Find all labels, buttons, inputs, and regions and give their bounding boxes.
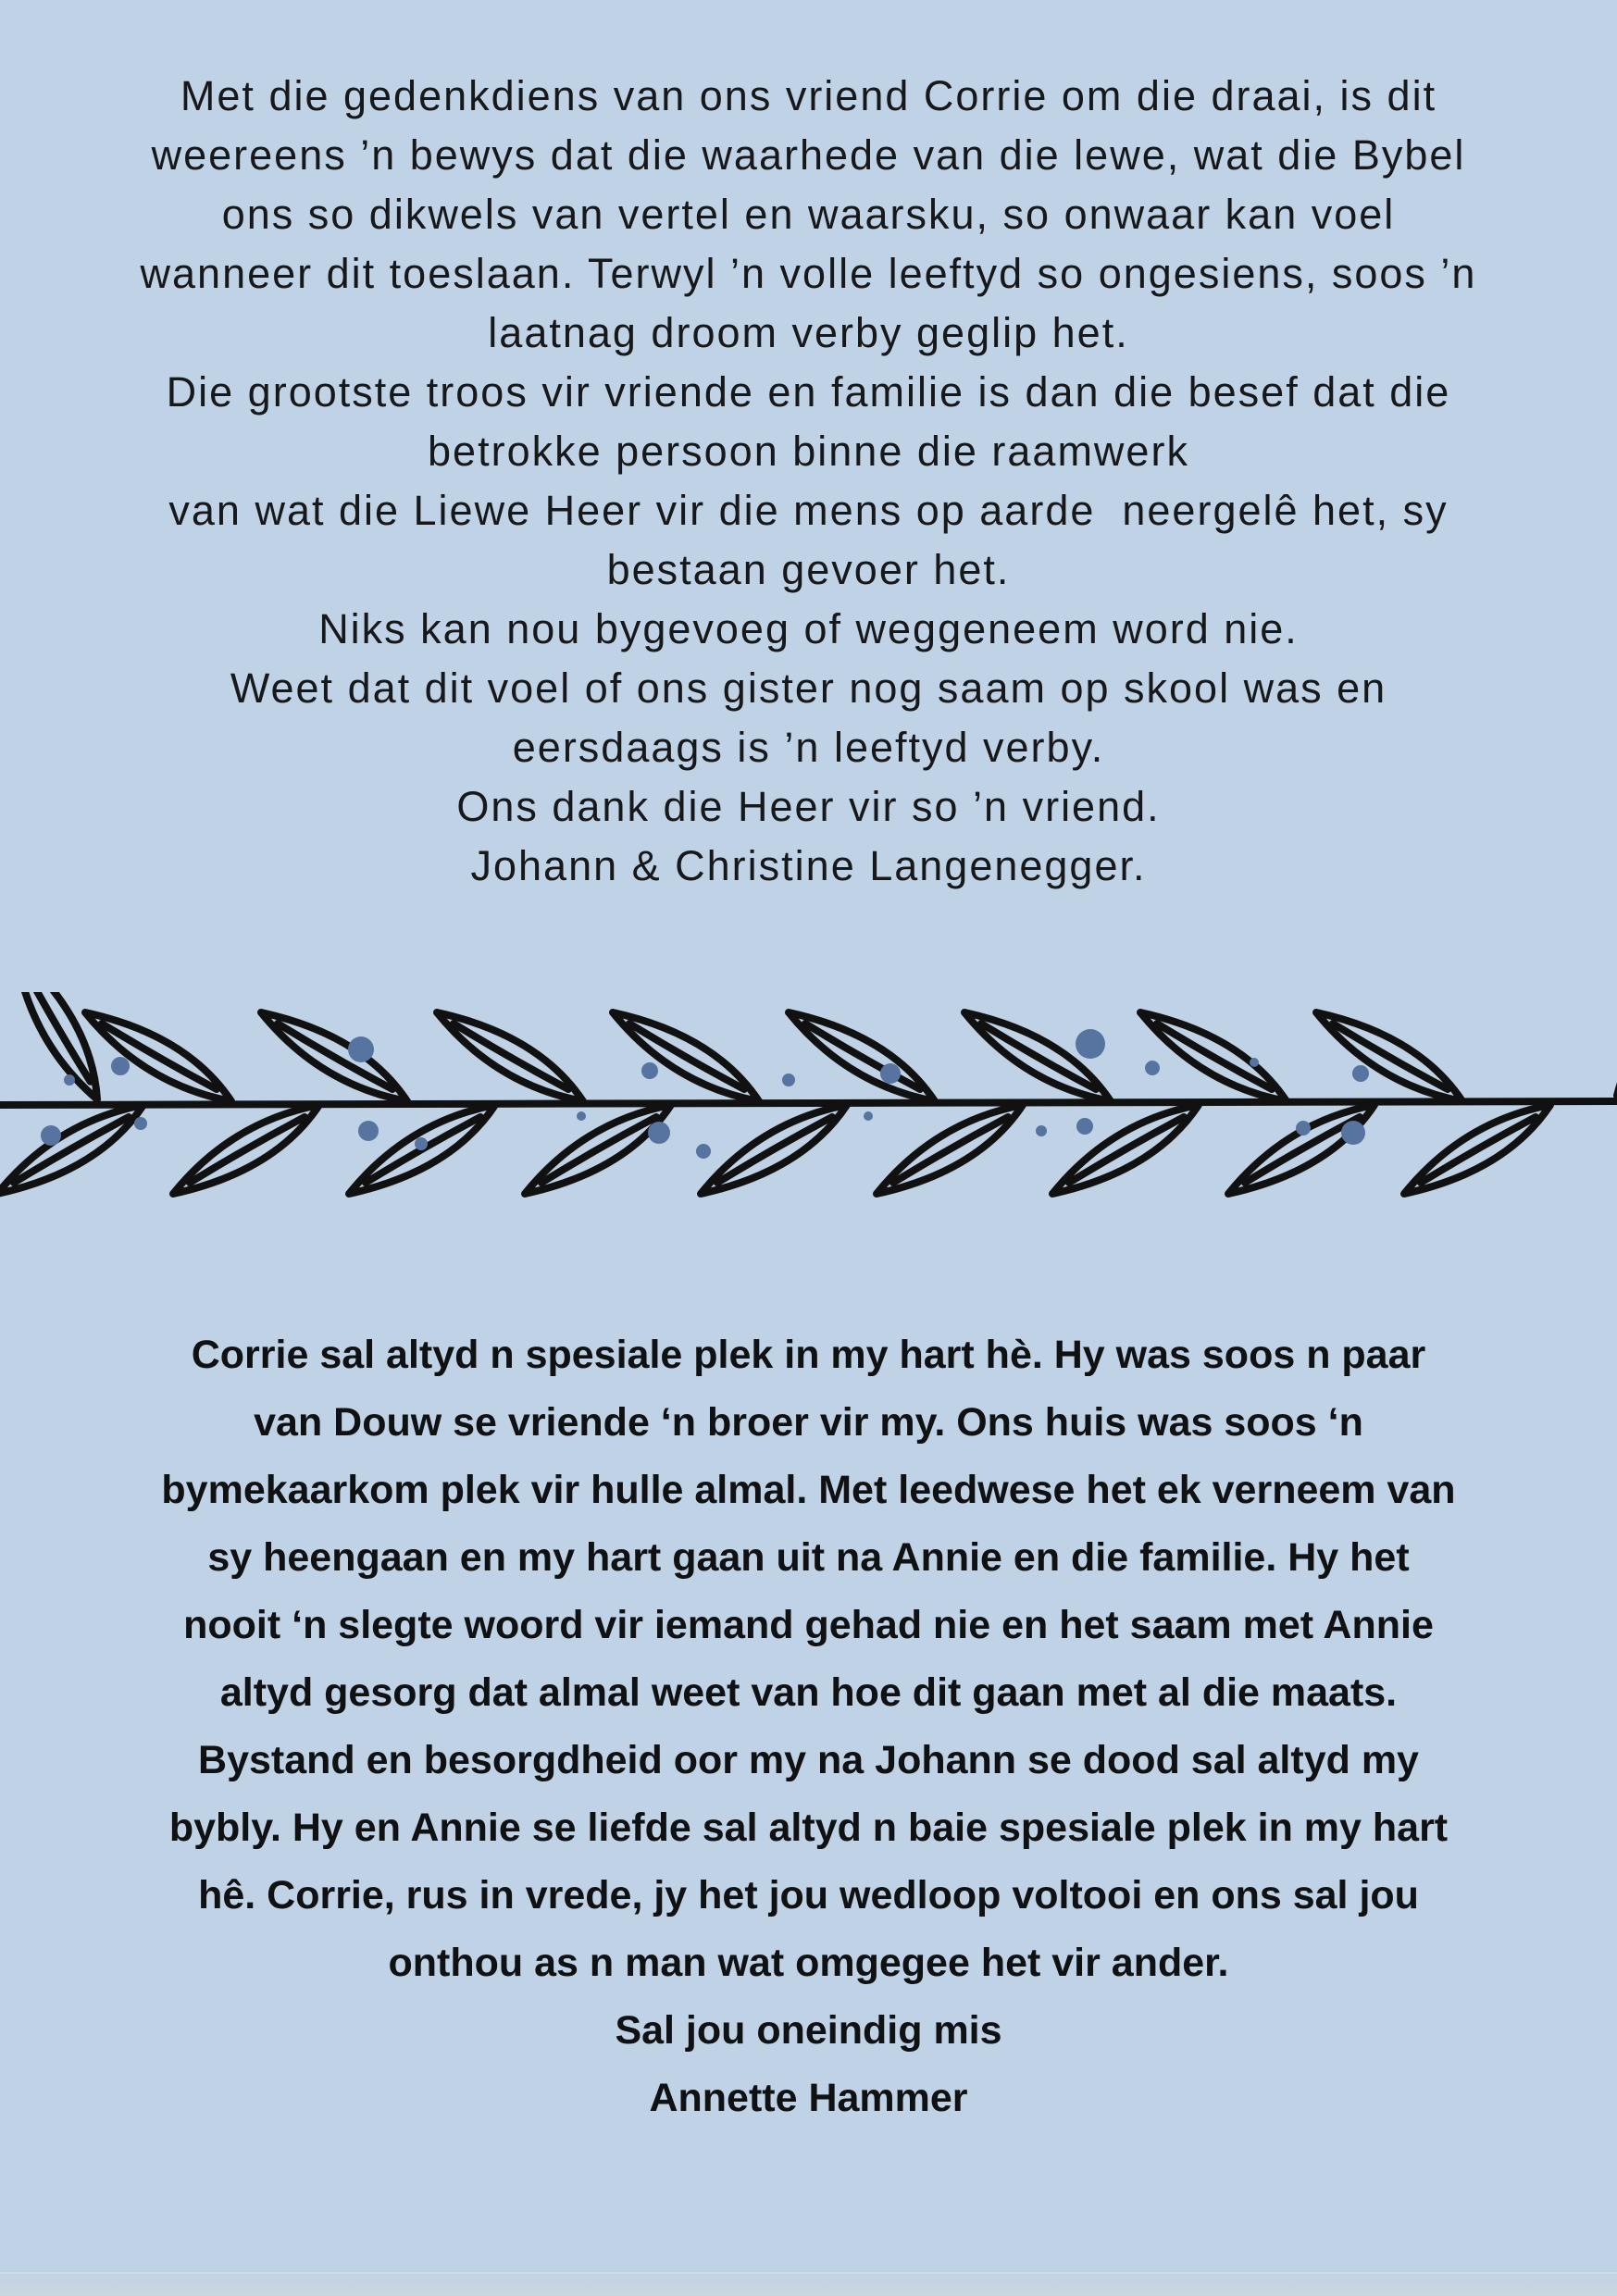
tribute-line: Die grootste troos vir vriende en familie is dan die besef dat die: [166, 368, 1451, 416]
tribute-signature: Johann & Christine Langenegger.: [470, 842, 1147, 889]
leaf-branch-divider-icon: [0, 992, 1617, 1218]
tribute-signature: Annette Hammer: [649, 2076, 968, 2120]
page-bottom-edge: [0, 2272, 1617, 2296]
tribute-line: bybly. Hy en Annie se liefde sal altyd n baie spesiale plek in my hart: [168, 1806, 1449, 1850]
tribute-line: betrokke persoon binne die raamwerk: [428, 428, 1189, 475]
tribute-line: onthou as n man wat omgegee het vir ander.: [388, 1941, 1229, 1985]
tribute-line: hê. Corrie, rus in vrede, jy het jou wedloop voltooi en ons sal jou: [198, 1873, 1419, 1917]
tribute-line: nooit ‘n slegte woord vir iemand gehad nie en het saam met Annie: [183, 1603, 1434, 1647]
tribute-message-hammer: [0, 1322, 1617, 2132]
tribute-line: laatnag droom verby geglip het.: [488, 309, 1129, 356]
tribute-message-langenegger: [0, 67, 1617, 896]
tribute-line: van Douw se vriende ‘n broer vir my. Ons huis was soos ‘n: [254, 1400, 1363, 1445]
tribute-line: Weet dat dit voel of ons gister nog saam op skool was en: [230, 664, 1387, 712]
tribute-line: altyd gesorg dat almal weet van hoe dit gaan met al die maats.: [219, 1670, 1398, 1715]
tribute-line: Niks kan nou bygevoeg of weggeneem word nie.: [318, 605, 1299, 652]
tribute-line: bymekaarkom plek vir hulle almal. Met leedwese het ek verneem van: [161, 1468, 1456, 1512]
tribute-line: Sal jou oneindig mis: [615, 2008, 1002, 2053]
tribute-line: Ons dank die Heer vir so ’n vriend.: [456, 783, 1161, 830]
tribute-line: van wat die Liewe Heer vir die mens op aarde neergelê het, sy: [168, 487, 1449, 534]
tribute-line: ons so dikwels van vertel en waarsku, so onwaar kan voel: [221, 191, 1396, 238]
tribute-line: eersdaags is ’n leeftyd verby.: [512, 724, 1105, 771]
tribute-line: Bystand en besorgdheid oor my na Johann se dood sal altyd my: [198, 1738, 1419, 1782]
tribute-line: bestaan gevoer het.: [606, 546, 1011, 593]
tribute-line: Corrie sal altyd n spesiale plek in my hart hè. Hy was soos n paar: [191, 1333, 1426, 1377]
tribute-line: sy heengaan en my hart gaan uit na Annie en die familie. Hy het: [207, 1535, 1410, 1580]
tribute-line: Met die gedenkdiens van ons vriend Corrie om die draai, is dit: [180, 72, 1437, 119]
tribute-line: weereens ’n bewys dat die waarhede van die lewe, wat die Bybel: [151, 131, 1466, 179]
tribute-line: wanneer dit toeslaan. Terwyl ’n volle leeftyd so ongesiens, soos ’n: [140, 250, 1477, 297]
